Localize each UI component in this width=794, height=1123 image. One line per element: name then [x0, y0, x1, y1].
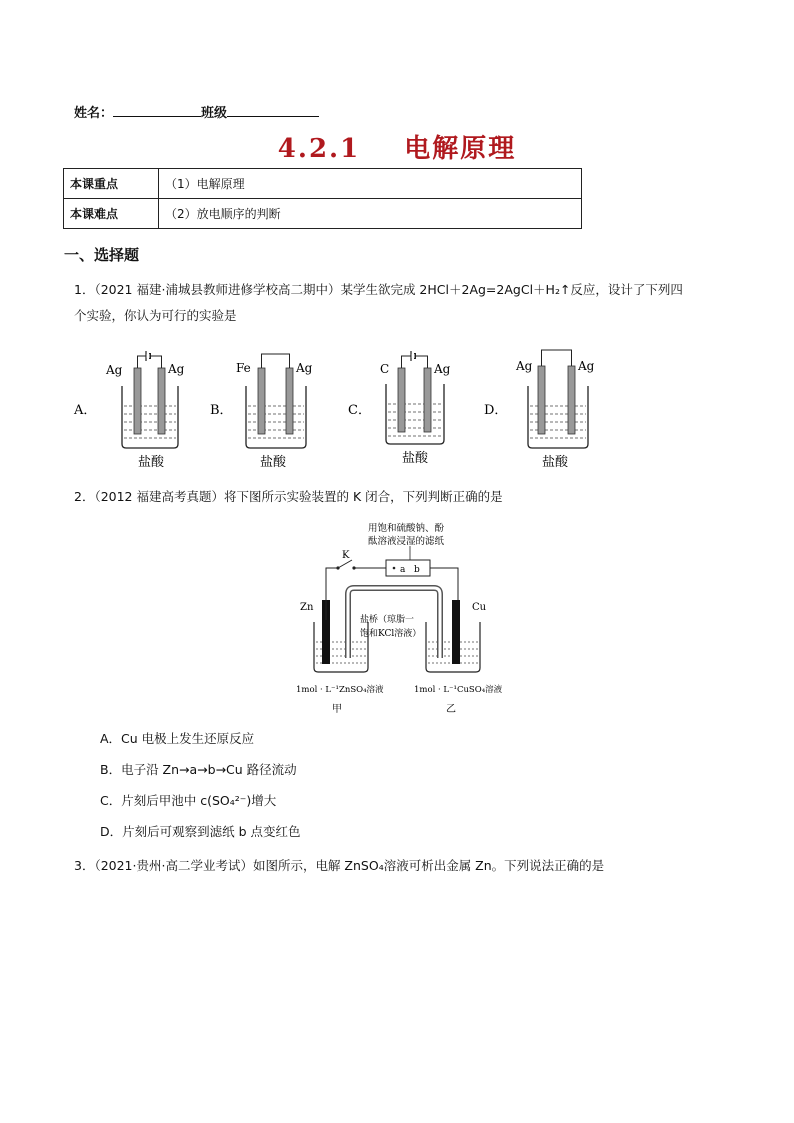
option-d-letter: D．	[484, 403, 508, 418]
option-a-figure	[73, 351, 185, 470]
table-row	[64, 199, 582, 229]
page-title	[0, 128, 794, 165]
switch-k-label: K	[342, 550, 350, 561]
question-1-stem	[74, 277, 754, 329]
salt-bridge-label-2: 饱和KCl溶液）	[360, 629, 422, 639]
question-1-line-2: 个实验，你认为可行的实验是	[74, 308, 237, 323]
filter-paper-label-1: 用饱和硫酸钠、酚	[368, 523, 445, 534]
option-b-solution: 盐酸	[260, 455, 287, 470]
question-2-stem: 2．（2012 福建高考真题）将下图所示实验装置的 K 闭合，下列判断正确的是	[74, 489, 503, 504]
zn-solution-label: 1mol · L⁻¹ZnSO₄溶液	[296, 685, 384, 695]
point-a-label: a	[400, 565, 406, 575]
option-d-figure	[484, 350, 595, 470]
cell-jia-label: 甲	[332, 704, 342, 715]
key-point-value: （1）电解原理	[159, 169, 582, 199]
cu-solution-label: 1mol · L⁻¹CuSO₄溶液	[414, 685, 503, 695]
filter-paper-label-2: 酞溶液浸湿的滤纸	[368, 536, 445, 547]
title-text: 电解原理	[404, 134, 517, 164]
class-label: 班级	[201, 106, 228, 121]
option-c-solution: 盐酸	[402, 451, 429, 466]
question-1-figures	[60, 344, 620, 474]
difficulty-label: 本课难点	[64, 199, 159, 229]
title-number: 4.2.1	[277, 134, 361, 164]
option-a-left-electrode: Ag	[106, 363, 123, 377]
section-title: 一、选择题	[64, 246, 140, 264]
lesson-key-table	[63, 168, 582, 229]
filter-paper	[386, 560, 430, 576]
option-b-left-electrode: Fe	[236, 361, 251, 375]
table-row	[64, 169, 582, 199]
option-d-left-electrode: Ag	[516, 359, 533, 373]
cell-yi-label: 乙	[446, 704, 456, 715]
zn-electrode-label: Zn	[300, 602, 314, 613]
name-label: 姓名：	[74, 106, 114, 121]
option-b-right-electrode: Ag	[296, 361, 313, 375]
name-blank	[113, 104, 201, 117]
salt-bridge-label-1: 盐桥（琼脂一	[360, 615, 415, 625]
question-2-option-d: D．片刻后可观察到滤纸 b 点变红色	[100, 824, 301, 839]
key-point-label: 本课重点	[64, 169, 159, 199]
question-2-figure	[290, 518, 510, 718]
option-d-right-electrode: Ag	[578, 359, 595, 373]
name-class-line	[74, 102, 319, 121]
class-blank	[227, 104, 319, 117]
point-b-label: b	[414, 565, 420, 575]
difficulty-value: （2）放电顺序的判断	[159, 199, 582, 229]
option-c-letter: C．	[348, 403, 371, 418]
option-b-figure	[210, 354, 313, 470]
option-a-letter: A．	[74, 403, 97, 418]
option-d-solution: 盐酸	[542, 455, 569, 470]
option-b-letter: B．	[210, 403, 233, 418]
option-c-right-electrode: Ag	[434, 362, 451, 376]
question-2-option-b: B．电子沿 Zn→a→b→Cu 路径流动	[100, 762, 297, 777]
option-a-right-electrode: Ag	[168, 362, 185, 376]
option-c-left-electrode: C	[380, 362, 390, 376]
option-a-solution: 盐酸	[138, 455, 165, 470]
option-c-figure	[348, 351, 451, 466]
question-1-line-1: 1．（2021 福建·浦城县教师进修学校高二期中）某学生欲完成 2HCl＋2Ag=2AgCl＋H₂↑反应，设计了下列四	[74, 282, 683, 297]
question-2-option-a: A．Cu 电极上发生还原反应	[100, 731, 255, 746]
question-3-stem: 3．（2021·贵州·高二学业考试）如图所示，电解 ZnSO₄溶液可析出金属 Zn。下列说法正确的是	[74, 858, 605, 873]
question-2-option-c: C．片刻后甲池中 c(SO₄²⁻)增大	[100, 793, 277, 808]
cu-electrode-label: Cu	[472, 602, 487, 613]
